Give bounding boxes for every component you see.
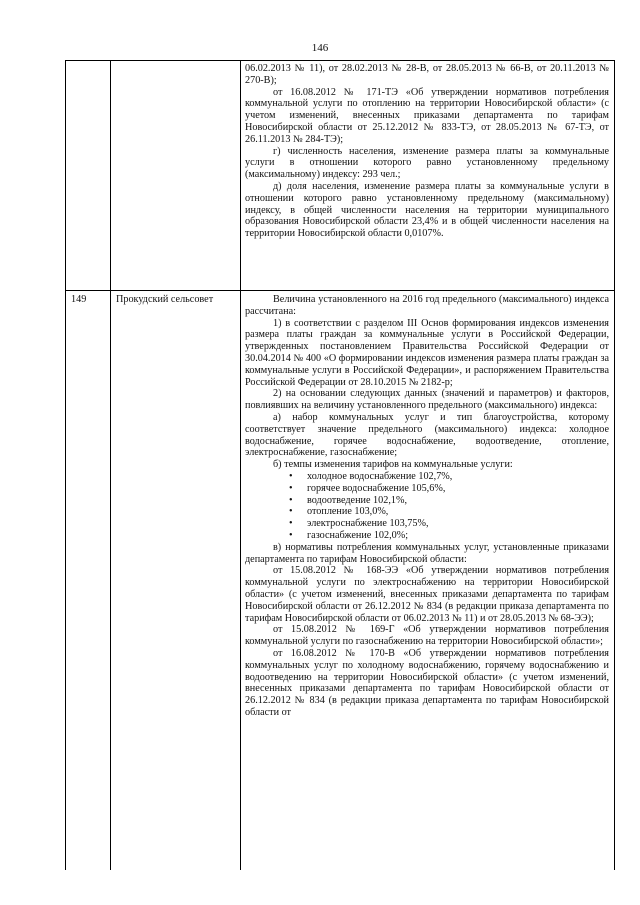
continuation-paragraph: д) доля населения, изменение размера платы за коммунальные услуги в отношении которого равно установленному предельному (максимальному) индексу, в общей численности населения на территории муниципального образования Новосибирской области 23,4% и в общей численности населения на территории Новосибирской области 0,0107%. (245, 180, 609, 240)
table-col-divider-1 (110, 60, 111, 870)
row-divider (65, 290, 615, 291)
tariff-growth-list (245, 471, 609, 542)
list-item: • водоотведение 102,1%, (245, 495, 609, 507)
continuation-cell (245, 63, 609, 240)
table-col-divider-2 (240, 60, 241, 870)
continuation-paragraph: 06.02.2013 № 11), от 28.02.2013 № 28-В, от 28.05.2013 № 66-В, от 20.11.2013 № 270-В); (245, 63, 609, 86)
continuation-paragraph: г) численность населения, изменение размера платы за коммунальные услуги в отношении которого равно установленному предельному (максимальному) индексу: 293 чел.; (245, 145, 609, 181)
continuation-paragraph: от 16.08.2012 № 171-ТЭ «Об утверждении нормативов потребления коммунальной услуги по отоплению на территории Новосибирской области» (с учетом изменений, внесенных приказами департамента по тарифам Новосибирской области от 25.12.2012 № 833-ТЭ, от 28.05.2013 № 67-ТЭ, от 26.11.2013 № 284-ТЭ); (245, 86, 609, 145)
table-left-border (65, 60, 66, 870)
description-paragraph: от 16.08.2012 № 170-В «Об утверждении нормативов потребления коммунальных услуг по холодному водоснабжению, горячему водоснабжению и водоотведению на территории Новосибирской области» (с учетом изменений, внесенных приказами департамента по тарифам Новосибирской области от 26.12.2012 № 834 (в редакции приказа департамента по тарифам Новосибирской области от (245, 647, 609, 718)
list-item: • газоснабжение 102,0%; (245, 530, 609, 542)
table-right-border (614, 60, 615, 870)
description-paragraph: 2) на основании следующих данных (значений и параметров) и факторов, повлиявших на величину установленного предельного (максимального) индекса: (245, 388, 609, 412)
description-paragraph: а) набор коммунальных услуг и тип благоустройства, которому соответствует значение предельного (максимального) индекса: холодное водоснабжение, горячее водоснабжение, водоотведение, отопление, электроснабжение, газоснабжение; (245, 411, 609, 459)
description-paragraph: от 15.08.2012 № 169-Г «Об утверждении нормативов потребления коммунальной услуги по газоснабжению на территории Новосибирской области»; (245, 624, 609, 648)
description-paragraph: от 15.08.2012 № 168-ЭЭ «Об утверждении нормативов потребления коммунальной услуги по электроснабжению на территории Новосибирской области» (с учетом изменений, внесенных приказами департамента по тарифам Новосибирской области от 26.12.2012 № 834 (в редакции приказа департамента по тарифам Новосибирской области от 06.02.2013 № 11) и от 28.05.2013 № 68-ЭЭ); (245, 565, 609, 624)
settlement-name: Прокудский сельсовет (116, 294, 214, 305)
list-item: • отопление 103,0%, (245, 506, 609, 518)
description-paragraph: 1) в соответствии с разделом III Основ формирования индексов изменения размера платы граждан за коммунальные услуги в Российской Федерации, утвержденных постановлением Правительства Российской Федерации от 30.04.2014 № 400 «О формировании индексов изменения размера платы граждан за коммунальные услуги в Российской Федерации», и распоряжением Правительства Российской Федерации от 28.10.2015 № 2182-р; (245, 317, 609, 388)
row-149-description (245, 294, 609, 719)
list-item: • холодное водоснабжение 102,7%, (245, 471, 609, 483)
list-item: • горячее водоснабжение 105,6%, (245, 483, 609, 495)
page-number: 146 (311, 42, 329, 54)
list-item: • электроснабжение 103,75%, (245, 518, 609, 530)
description-paragraph: б) темпы изменения тарифов на коммунальные услуги: (273, 459, 513, 471)
table-top-border (65, 60, 615, 61)
row-number: 149 (71, 294, 87, 305)
description-paragraph: в) нормативы потребления коммунальных услуг, установленные приказами департамента по тарифам Новосибирской области: (245, 541, 609, 565)
description-paragraph: Величина установленного на 2016 год предельного (максимального) индекса рассчитана: (245, 294, 609, 317)
